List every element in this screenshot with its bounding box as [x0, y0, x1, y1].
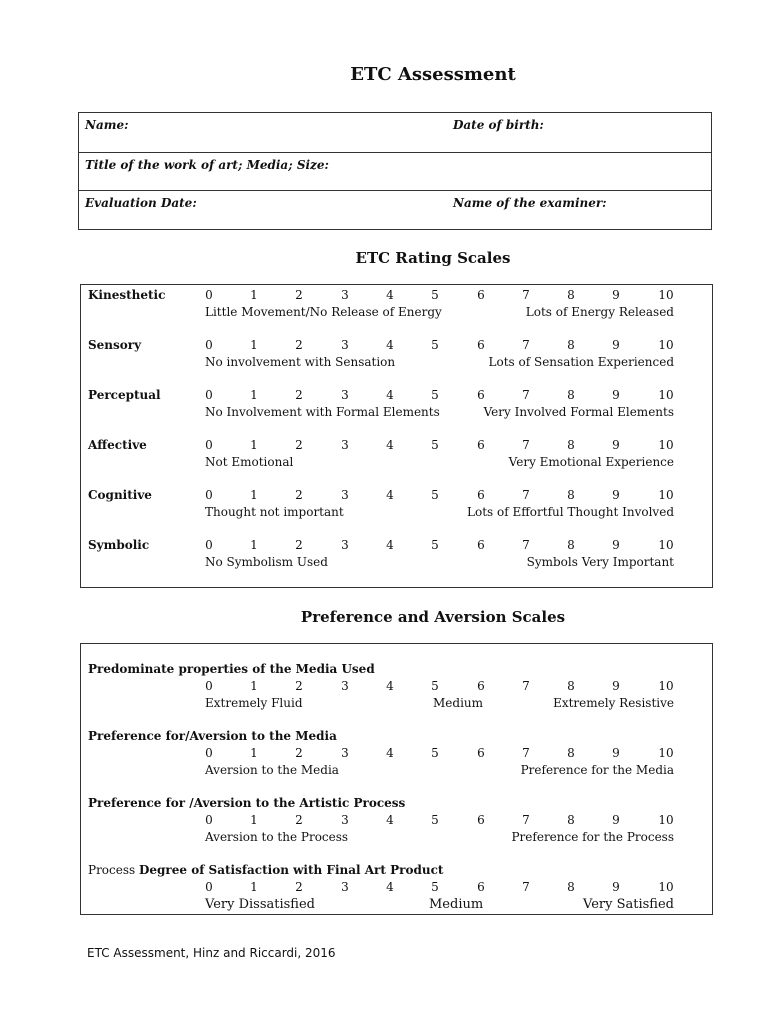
scale-number-5[interactable]: 5 [431, 438, 439, 452]
pref-scale-label-3 [88, 863, 443, 877]
pref-scale-title: Preference for/Aversion to the Media [88, 729, 337, 743]
scale-number-10[interactable]: 10 [658, 880, 674, 894]
scale-number-1[interactable]: 1 [250, 813, 258, 827]
scale-number-7[interactable]: 7 [522, 746, 530, 760]
scale-number-6[interactable]: 6 [477, 880, 485, 894]
scale-number-8[interactable]: 8 [567, 438, 575, 452]
scale-number-9[interactable]: 9 [612, 438, 620, 452]
scale-number-7[interactable]: 7 [522, 438, 530, 452]
info-row-name [79, 113, 711, 151]
scale-numbers [81, 388, 714, 404]
scale-number-6[interactable]: 6 [477, 488, 485, 502]
scale-number-3[interactable]: 3 [341, 438, 349, 452]
pref-scale-title: Preference for /Aversion to the Artistic Process [88, 796, 406, 810]
preference-scales-box [80, 643, 713, 915]
scale-number-1[interactable]: 1 [250, 746, 258, 760]
scale-number-7[interactable]: 7 [522, 679, 530, 693]
scale-number-5[interactable]: 5 [431, 288, 439, 302]
footer-citation: ETC Assessment, Hinz and Riccardi, 2016 [87, 946, 336, 960]
scale-number-8[interactable]: 8 [567, 679, 575, 693]
scale-number-1[interactable]: 1 [250, 538, 258, 552]
scale-number-3[interactable]: 3 [341, 488, 349, 502]
scale-numbers [81, 679, 714, 695]
scale-number-7[interactable]: 7 [522, 488, 530, 502]
examiner-label: Name of the examiner: [453, 196, 607, 210]
scale-numbers [81, 746, 714, 762]
scale-low-anchor: Little Movement/No Release of Energy [205, 305, 442, 319]
scale-number-1[interactable]: 1 [250, 338, 258, 352]
scale-number-5[interactable]: 5 [431, 538, 439, 552]
scale-label-sensory: Sensory [88, 338, 142, 352]
scale-number-5[interactable]: 5 [431, 388, 439, 402]
scale-number-10[interactable]: 10 [658, 438, 674, 452]
scale-number-0[interactable]: 0 [205, 388, 213, 402]
pref-high-anchor: Preference for the Process [511, 830, 674, 844]
scale-number-4[interactable]: 4 [386, 288, 394, 302]
scale-number-4[interactable]: 4 [386, 679, 394, 693]
scale-number-8[interactable]: 8 [567, 338, 575, 352]
scale-number-0[interactable]: 0 [205, 288, 213, 302]
scale-number-0[interactable]: 0 [205, 338, 213, 352]
scale-number-8[interactable]: 8 [567, 880, 575, 894]
scale-low-anchor: Thought not important [205, 505, 344, 519]
pref-scale-label-1 [88, 729, 337, 743]
scale-number-6[interactable]: 6 [477, 288, 485, 302]
scale-number-0[interactable]: 0 [205, 813, 213, 827]
scale-number-9[interactable]: 9 [612, 338, 620, 352]
scale-number-3[interactable]: 3 [341, 746, 349, 760]
info-table [78, 112, 712, 230]
scale-number-2[interactable]: 2 [295, 679, 303, 693]
scale-number-4[interactable]: 4 [386, 338, 394, 352]
scale-number-4[interactable]: 4 [386, 746, 394, 760]
scale-high-anchor: Very Emotional Experience [508, 455, 674, 469]
rating-scales-title: ETC Rating Scales [355, 249, 511, 267]
scale-numbers [81, 538, 714, 554]
scale-number-3[interactable]: 3 [341, 679, 349, 693]
scale-number-6[interactable]: 6 [477, 746, 485, 760]
scale-number-0[interactable]: 0 [205, 746, 213, 760]
scale-number-5[interactable]: 5 [431, 488, 439, 502]
scale-number-4[interactable]: 4 [386, 438, 394, 452]
scale-low-anchor: Not Emotional [205, 455, 294, 469]
scale-number-3[interactable]: 3 [341, 880, 349, 894]
scale-high-anchor: Symbols Very Important [526, 555, 674, 569]
scale-number-4[interactable]: 4 [386, 538, 394, 552]
scale-number-1[interactable]: 1 [250, 880, 258, 894]
scale-numbers [81, 813, 714, 829]
pref-mid-anchor: Medium [433, 696, 484, 710]
scale-number-8[interactable]: 8 [567, 288, 575, 302]
scale-label-affective: Affective [88, 438, 147, 452]
scale-number-9[interactable]: 9 [612, 538, 620, 552]
scale-number-8[interactable]: 8 [567, 488, 575, 502]
pref-scale-label-2 [88, 796, 405, 810]
pref-scale-title: Degree of Satisfaction with Final Art Product [139, 863, 444, 877]
scale-number-1[interactable]: 1 [250, 388, 258, 402]
scale-number-2[interactable]: 2 [295, 288, 303, 302]
pref-low-anchor: Extremely Fluid [205, 696, 303, 710]
scale-number-2[interactable]: 2 [295, 488, 303, 502]
page-title: ETC Assessment [350, 64, 516, 85]
scale-number-8[interactable]: 8 [567, 388, 575, 402]
scale-number-4[interactable]: 4 [386, 488, 394, 502]
scale-low-anchor: No involvement with Sensation [205, 355, 396, 369]
scale-number-7[interactable]: 7 [522, 388, 530, 402]
info-row-evaluation [79, 190, 711, 229]
scale-number-8[interactable]: 8 [567, 538, 575, 552]
scale-number-3[interactable]: 3 [341, 388, 349, 402]
rating-scales-box [80, 284, 713, 588]
scale-number-0[interactable]: 0 [205, 679, 213, 693]
preference-scales-title: Preference and Aversion Scales [300, 608, 566, 626]
scale-number-8[interactable]: 8 [567, 746, 575, 760]
scale-number-10[interactable]: 10 [658, 338, 674, 352]
scale-number-6[interactable]: 6 [477, 813, 485, 827]
scale-number-6[interactable]: 6 [477, 388, 485, 402]
scale-number-5[interactable]: 5 [431, 880, 439, 894]
scale-label-cognitive: Cognitive [88, 488, 152, 502]
scale-numbers [81, 488, 714, 504]
scale-label-perceptual: Perceptual [88, 388, 161, 402]
scale-number-9[interactable]: 9 [612, 813, 620, 827]
dob-label: Date of birth: [453, 118, 544, 132]
scale-low-anchor: No Involvement with Formal Elements [205, 405, 440, 419]
scale-number-10[interactable]: 10 [658, 488, 674, 502]
pref-scale-title: Predominate properties of the Media Used [88, 662, 375, 676]
scale-high-anchor: Very Involved Formal Elements [483, 405, 674, 419]
pref-high-anchor: Extremely Resistive [553, 696, 674, 710]
scale-number-8[interactable]: 8 [567, 813, 575, 827]
scale-number-6[interactable]: 6 [477, 679, 485, 693]
scale-number-6[interactable]: 6 [477, 538, 485, 552]
scale-number-7[interactable]: 7 [522, 813, 530, 827]
scale-number-4[interactable]: 4 [386, 813, 394, 827]
scale-number-10[interactable]: 10 [658, 746, 674, 760]
scale-number-2[interactable]: 2 [295, 438, 303, 452]
scale-number-10[interactable]: 10 [658, 288, 674, 302]
scale-number-7[interactable]: 7 [522, 338, 530, 352]
scale-numbers [81, 288, 714, 304]
name-label: Name: [85, 118, 129, 132]
scale-number-2[interactable]: 2 [295, 880, 303, 894]
pref-high-anchor: Preference for the Media [520, 763, 674, 777]
scale-low-anchor: No Symbolism Used [205, 555, 328, 569]
scale-number-2[interactable]: 2 [295, 746, 303, 760]
scale-number-7[interactable]: 7 [522, 288, 530, 302]
scale-number-4[interactable]: 4 [386, 388, 394, 402]
scale-number-5[interactable]: 5 [431, 813, 439, 827]
scale-number-2[interactable]: 2 [295, 338, 303, 352]
scale-number-3[interactable]: 3 [341, 538, 349, 552]
scale-number-6[interactable]: 6 [477, 438, 485, 452]
pref-mid-anchor: Medium [429, 897, 484, 912]
scale-number-1[interactable]: 1 [250, 288, 258, 302]
pref-scale-label-0 [88, 662, 375, 676]
scale-high-anchor: Lots of Effortful Thought Involved [467, 505, 674, 519]
work-label: Title of the work of art; Media; Size: [85, 158, 329, 172]
scale-label-kinesthetic: Kinesthetic [88, 288, 166, 302]
scale-number-10[interactable]: 10 [658, 538, 674, 552]
scale-number-7[interactable]: 7 [522, 880, 530, 894]
scale-number-2[interactable]: 2 [295, 388, 303, 402]
scale-numbers [81, 338, 714, 354]
scale-numbers [81, 880, 714, 896]
pref-scale-prefix: Process [88, 863, 139, 877]
evaluation-date-label: Evaluation Date: [85, 196, 197, 210]
scale-number-7[interactable]: 7 [522, 538, 530, 552]
pref-low-anchor: Aversion to the Media [205, 763, 339, 777]
scale-number-10[interactable]: 10 [658, 388, 674, 402]
scale-number-9[interactable]: 9 [612, 746, 620, 760]
scale-numbers [81, 438, 714, 454]
scale-number-2[interactable]: 2 [295, 538, 303, 552]
scale-number-2[interactable]: 2 [295, 813, 303, 827]
scale-number-10[interactable]: 10 [658, 813, 674, 827]
pref-high-anchor: Very Satisfied [583, 897, 674, 912]
scale-number-5[interactable]: 5 [431, 679, 439, 693]
scale-number-3[interactable]: 3 [341, 288, 349, 302]
scale-number-4[interactable]: 4 [386, 880, 394, 894]
scale-number-9[interactable]: 9 [612, 288, 620, 302]
scale-number-9[interactable]: 9 [612, 880, 620, 894]
scale-number-3[interactable]: 3 [341, 813, 349, 827]
scale-number-1[interactable]: 1 [250, 679, 258, 693]
scale-number-3[interactable]: 3 [341, 338, 349, 352]
scale-number-1[interactable]: 1 [250, 488, 258, 502]
pref-low-anchor: Very Dissatisfied [205, 897, 315, 912]
scale-number-9[interactable]: 9 [612, 679, 620, 693]
scale-number-5[interactable]: 5 [431, 746, 439, 760]
info-row-work [79, 152, 711, 191]
scale-number-9[interactable]: 9 [612, 388, 620, 402]
scale-number-6[interactable]: 6 [477, 338, 485, 352]
scale-number-1[interactable]: 1 [250, 438, 258, 452]
scale-number-0[interactable]: 0 [205, 488, 213, 502]
scale-number-0[interactable]: 0 [205, 538, 213, 552]
pref-low-anchor: Aversion to the Process [205, 830, 349, 844]
scale-number-0[interactable]: 0 [205, 438, 213, 452]
scale-number-10[interactable]: 10 [658, 679, 674, 693]
scale-number-5[interactable]: 5 [431, 338, 439, 352]
scale-high-anchor: Lots of Energy Released [525, 305, 674, 319]
scale-number-0[interactable]: 0 [205, 880, 213, 894]
scale-number-9[interactable]: 9 [612, 488, 620, 502]
scale-high-anchor: Lots of Sensation Experienced [488, 355, 674, 369]
scale-label-symbolic: Symbolic [88, 538, 150, 552]
